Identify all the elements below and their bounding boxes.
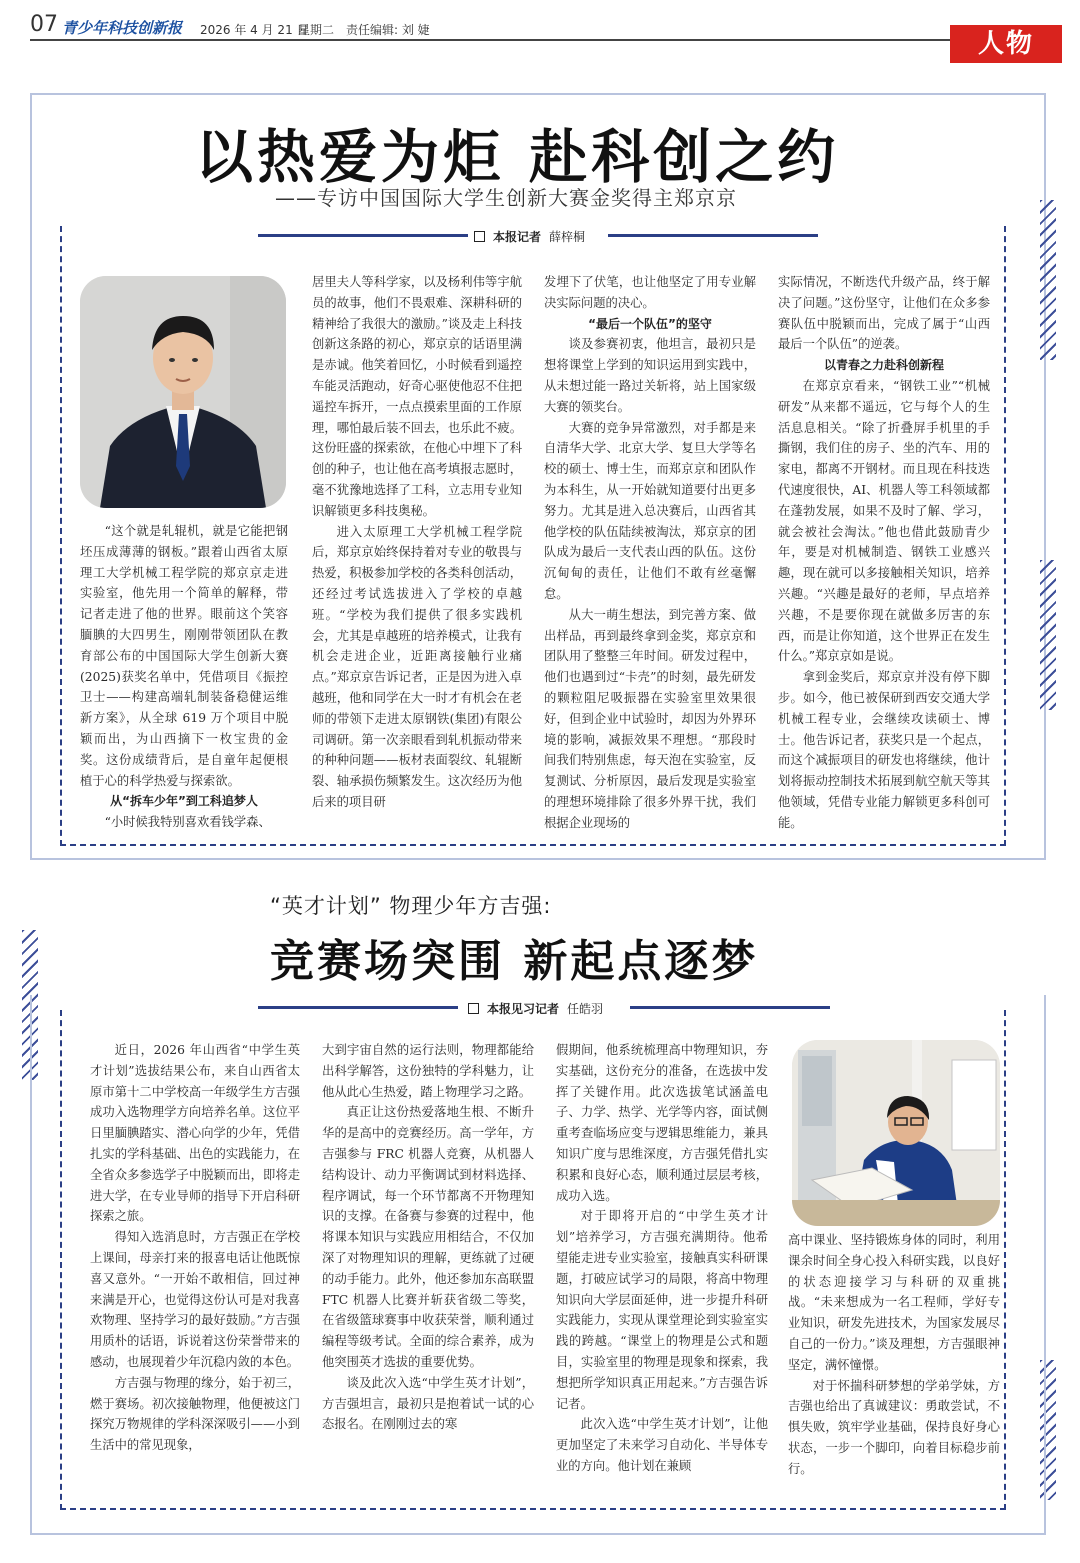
article2-kicker: “英才计划” 物理少年方吉强: — [270, 894, 552, 918]
article1-title: 以热爱为炬 赴科创之约 — [195, 123, 840, 191]
byline-box-icon — [474, 231, 485, 242]
article2-column-3 — [556, 1040, 768, 1482]
paragraph: 对于怀揣科研梦想的学弟学妹，方吉强也给出了真诚建议：勇敢尝试，不惧失败，筑牢学业基础，保持良好身心状态，一步一个脚印，向着目标稳步前行。 — [788, 1378, 1000, 1476]
article2-column-4 — [788, 1230, 1000, 1482]
byline-rule-right — [608, 234, 818, 237]
paragraph: 对于即将开启的“中学生英才计划”培养学习，方吉强充满期待。他希望能走进专业实验室，接触真实科研课题，打破应试学习的局限，将高中物理知识向大学层面延伸，进一步提升科研实践能力，实现从课堂理论到实验室实践的跨越。“课堂上的物理是公式和题目，实验室里的物理是现象和探索，我想把所学知识真正用起来。”方吉强告诉记者。 — [556, 1209, 768, 1411]
paragraph: 进入太原理工大学机械工程学院后，郑京京始终保持着对专业的敬畏与热爱，积极参加学校的各类科创活动，还经过考试选拔进入了学校的卓越班。“学校为我们提供了很多实践机会，尤其是卓越班的培养模式，让我有机会走进企业，近距离接触行业痛点。”郑京京告诉记者，正是因为进入卓越班，他和同学在大一时才有机会在老师的带领下走进太原钢铁(集团)有限公司调研。第一次亲眼看到轧机振动带来的种种问题——板材表面裂纹、轧辊断裂、轴承损伤频繁发生。这次经历为他后来的项目研 — [312, 524, 522, 809]
masthead-rule — [30, 39, 1050, 41]
article1-column-4 — [778, 272, 990, 836]
byline-label: 本报记者 — [493, 230, 542, 244]
paragraph: 居里夫人等科学家，以及杨利伟等宇航员的故事，他们不畏艰难、深耕科研的精神给了我很大的激励。”谈及走上科技创新这条路的初心，郑京京的话语里满是赤诚。他笑着回忆，小时候看到遥控车能灵活跑动，好奇心驱使他忍不住把遥控车拆开，一点点摸索里面的工作原理，哪怕最后装不回去，也乐此不疲。这份旺盛的探索欲，在他心中埋下了科创的种子，也让他在高考填报志愿时，毫不犹豫地选择了工科，立志用专业知识解锁更多科技奥秘。 — [312, 275, 522, 518]
article1-column-3 — [544, 272, 756, 836]
paragraph: 实际情况，不断迭代升级产品，终于解决了问题。”这份坚守，让他们在众多参赛队伍中脱颖而出，完成了属于“山西最后一个队伍”的逆袭。 — [778, 275, 990, 352]
paragraph: 得知入选消息时，方吉强正在学校上课间，母亲打来的报喜电话让他既惊喜又意外。“一开始不敢相信，回过神来满是开心，也觉得这份认可是对我喜欢物理、坚持学习的最好鼓励。”方吉强用质朴的话语，诉说着这份荣誉带来的感动，也展现着少年沉稳内敛的本色。 — [90, 1230, 300, 1369]
paragraph: 方吉强与物理的缘分，始于初三，燃于赛场。初次接触物理，他便被这门探究万物规律的学科深深吸引——小到生活中的常见现象， — [90, 1375, 300, 1453]
masthead — [0, 0, 1080, 44]
byline-label: 本报见习记者 — [487, 1002, 560, 1016]
article1-column-1 — [80, 521, 288, 836]
paragraph: 高中课业、坚持锻炼身体的同时，利用课余时间全身心投入科研实践，以良好的状态迎接学习与科研的双重挑战。“未来想成为一名工程师，学好专业知识，研发先进技术，为国家发展尽自己的一份力。”谈及理想，方吉强眼神坚定，满怀憧憬。 — [788, 1233, 1000, 1372]
paragraph: 大赛的竞争异常激烈，对手都是来自清华大学、北京大学、复旦大学等名校的硕士、博士生，而郑京京和团队作为本科生，从一开始就知道要付出更多努力。尤其是进入总决赛后，山西省其他学校的队伍陆续被淘汰，郑京京的团队成为最后一支代表山西的队伍。这份沉甸甸的责任，让他们不敢有丝毫懈怠。 — [544, 420, 756, 601]
byline-rule-left — [258, 1006, 458, 1009]
paragraph: 真正让这份热爱落地生根、不断升华的是高中的竞赛经历。高一学年，方吉强参与 FRC 机器人竞赛，从机器人结构设计、动力平衡调试到材料选择、程序调试，每一个环节都离不开物理知识的支撑。在备赛与参赛的过程中，他将课本知识与实践应用相结合，不仅加深了对物理知识的理解，更练就了过硬的动手能力。此外，他还参加东高联盟 FTC 机器人比赛并斩获省级二等奖，在省级篮球赛事中收获荣誉，顺利通过编程等级考试。全面的综合素养，成为他突围英才选拔的重要优势。 — [322, 1105, 534, 1369]
paragraph: “小时候我特别喜欢看钱学森、 — [104, 815, 271, 830]
paragraph: 从大一萌生想法，到完善方案、做出样品，再到最终拿到金奖，郑京京和团队用了整整三年时间。研发过程中，他们也遇到过“卡壳”的时刻，最先研发的颗粒阻尼吸振器在实验室里效果很好，但到企业中试验时，却因为外界环境的影响，减振效果不理想。“那段时间我们特别焦虑，每天泡在实验室，反复测试、分析原因，最后发现是实验室的理想环境排除了很多外界干扰，我们根据企业现场的 — [544, 607, 756, 830]
paragraph: 发埋下了伏笔，也让他坚定了用专业解决实际问题的决心。 — [544, 275, 756, 310]
responsible-editor: 责任编辑: 刘 婕 — [346, 23, 430, 37]
byline-box-icon — [468, 1003, 479, 1014]
paragraph: 大到宇宙自然的运行法则，物理都能给出科学解答，这份独特的学科魅力，让他从此心生热爱，踏上物理学习之路。 — [322, 1043, 534, 1099]
paragraph: “这个就是轧辊机，就是它能把钢坯压成薄薄的钢板。”跟着山西省太原理工大学机械工程学院的郑京京走进实验室，他先用一个简单的解释，带记者走进了他的世界。眼前这个笑容腼腆的大四男生，刚刚带领团队在教育部公布的中国国际大学生创新大赛(2025)获奖名单中，凭借项目《振控卫士——构建高端轧制装备稳健运维新方案》，从全球 619 万个项目中脱颖而出，为山西摘下一枚宝贵的金奖。这份成绩背后，是自童年起便根植于心的科学热爱与探索欲。 — [80, 524, 288, 788]
article1-subtitle: ——专访中国国际大学生创新大赛金奖得主郑京京 — [275, 186, 737, 210]
byline-name: 薛梓桐 — [549, 230, 586, 244]
issue-date: 2026 年 4 月 21 日 — [200, 23, 309, 37]
paragraph: 谈及参赛初衷，他坦言，最初只是想将课堂上学到的知识运用到实践中，从未想过能一路过关斩将，站上国家级大赛的领奖台。 — [544, 337, 756, 414]
article2-column-2 — [322, 1040, 534, 1482]
article2-title: 竞赛场突围 新起点逐梦 — [270, 936, 759, 987]
newspaper-name: 青少年科技创新报 — [62, 19, 183, 37]
page-number: 07 — [30, 12, 58, 37]
byline-name: 任皓羽 — [567, 1002, 604, 1016]
student-illustration — [792, 1040, 1000, 1226]
section-heading: 以青春之力赴科创新程 — [823, 358, 944, 373]
article1-column-2 — [312, 272, 522, 836]
portrait-illustration — [80, 276, 286, 508]
portrait-photo-zheng — [80, 276, 286, 508]
article2-column-1 — [90, 1040, 300, 1482]
issue-weekday: 星期二 — [298, 23, 335, 37]
byline-rule-right — [630, 1006, 830, 1009]
photo-student-reading — [792, 1040, 1000, 1226]
decorative-hatch — [1040, 200, 1056, 360]
paragraph: 拿到金奖后，郑京京并没有停下脚步。如今，他已被保研到西安交通大学机械工程专业，会继续攻读硕士、博士。他告诉记者，获奖只是一个起点，而这个减振项目的研发也将继续，他计划将振动控制技术拓展到航空航天等其他领域，凭借专业能力解锁更多科创可能。 — [778, 670, 990, 830]
paragraph: 此次入选“中学生英才计划”，让他更加坚定了未来学习自动化、半导体专业的方向。他计划在兼顾 — [556, 1417, 768, 1473]
article2-byline — [468, 1000, 603, 1017]
paragraph: 谈及此次入选“中学生英才计划”，方吉强坦言，最初只是抱着试一试的心态报名。在刚刚过去的寒 — [322, 1375, 534, 1432]
section-tag: 人物 — [950, 25, 1062, 63]
section-heading: “最后一个队伍”的坚守 — [588, 316, 712, 331]
paragraph: 近日，2026 年山西省“中学生英才计划”选拔结果公布，来自山西省太原市第十二中学校高一年级学生方吉强成功入选物理学方向培养名单。这位平日里腼腆踏实、潜心向学的少年，凭借扎实的学科基础、出色的实践能力，在全省众多参选学子中脱颖而出，即将走进大学，在专业导师的指导下开启科研探索之旅。 — [90, 1043, 300, 1224]
paragraph: 在郑京京看来，“钢铁工业”“机械研发”从来都不遥远，它与每个人的生活息息相关。“除了折叠屏手机里的手撕钢，我们住的房子、坐的汽车、用的家电，都离不开钢材。而且现在科技迭代速度很快，AI、机器人等工科领域都在蓬勃发展，如果不及时了解、学习，就会被社会淘汰。”他也借此鼓励青少年，要是对机械制造、钢铁工业感兴趣，现在就可以多接触相关知识，培养兴趣。“兴趣是最好的老师，早点培养兴趣，不是要你现在就做多厉害的东西，而是让你知道，这个世界正在发生什么。”郑京京如是说。 — [778, 378, 990, 664]
decorative-hatch — [1040, 560, 1056, 710]
section-heading: 从“拆车少年”到工科追梦人 — [110, 794, 258, 809]
paragraph: 假期间，他系统梳理高中物理知识，夯实基础，这份充分的准备，在选拔中发挥了关键作用。此次选拔笔试涵盖电子、力学、热学、光学等内容，面试侧重考查临场应变与逻辑思维能力，兼具知识广度与思维深度，方吉强凭借扎实积累和良好心态，顺利通过层层考核，成功入选。 — [556, 1043, 768, 1203]
byline-rule-left — [258, 234, 468, 237]
article1-byline — [474, 228, 585, 245]
